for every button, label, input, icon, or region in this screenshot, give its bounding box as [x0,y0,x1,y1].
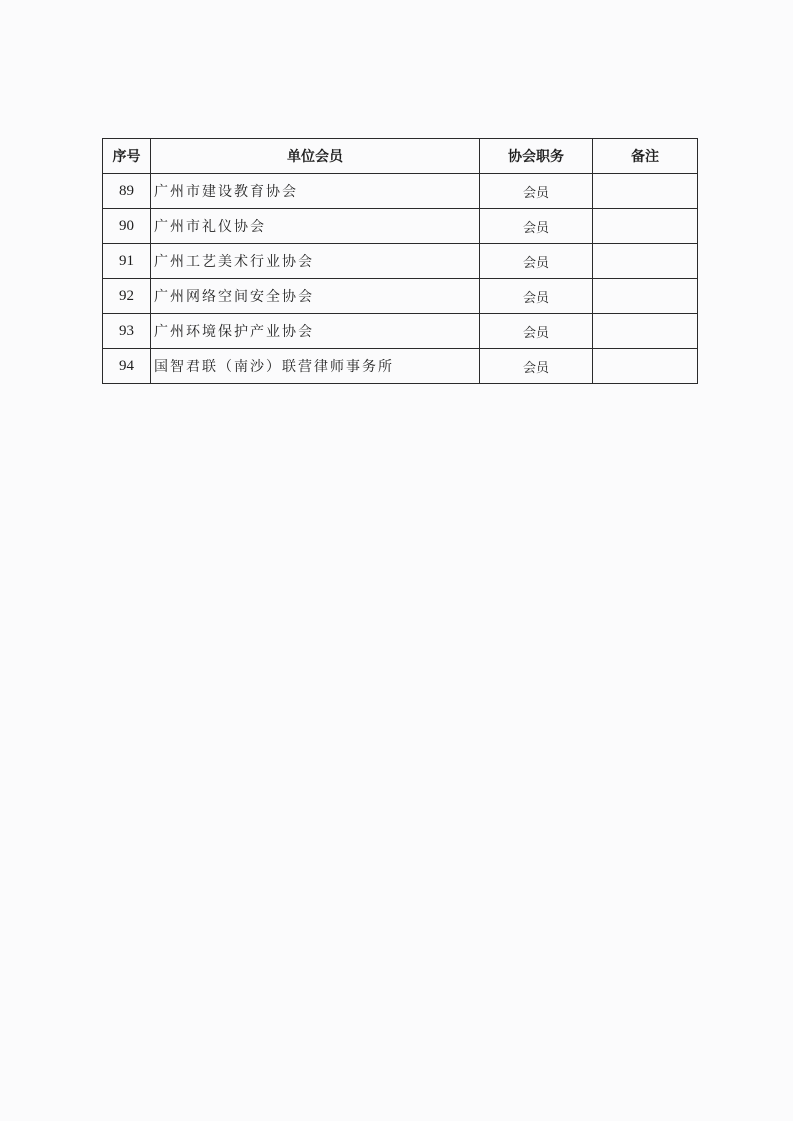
row-number: 89 [103,174,151,209]
member-name: 国智君联（南沙）联营律师事务所 [151,349,480,384]
member-note [593,174,698,209]
row-number: 91 [103,244,151,279]
member-note [593,349,698,384]
member-role: 会员 [480,209,593,244]
member-name: 广州环境保护产业协会 [151,314,480,349]
table-row [103,209,698,244]
member-note [593,279,698,314]
row-number: 90 [103,209,151,244]
table-row [103,244,698,279]
row-number: 94 [103,349,151,384]
header-note: 备注 [593,139,698,174]
member-name: 广州市建设教育协会 [151,174,480,209]
table-row [103,314,698,349]
member-role: 会员 [480,174,593,209]
member-note [593,209,698,244]
header-role: 协会职务 [480,139,593,174]
table-row [103,279,698,314]
member-role: 会员 [480,349,593,384]
row-number: 92 [103,279,151,314]
member-name: 广州工艺美术行业协会 [151,244,480,279]
member-role: 会员 [480,279,593,314]
table-row [103,174,698,209]
member-name: 广州市礼仪协会 [151,209,480,244]
table-row [103,349,698,384]
table-header-row [103,139,698,174]
header-name: 单位会员 [151,139,480,174]
row-number: 93 [103,314,151,349]
member-table [102,138,698,384]
member-role: 会员 [480,244,593,279]
member-note [593,244,698,279]
header-no: 序号 [103,139,151,174]
member-name: 广州网络空间安全协会 [151,279,480,314]
member-note [593,314,698,349]
member-role: 会员 [480,314,593,349]
